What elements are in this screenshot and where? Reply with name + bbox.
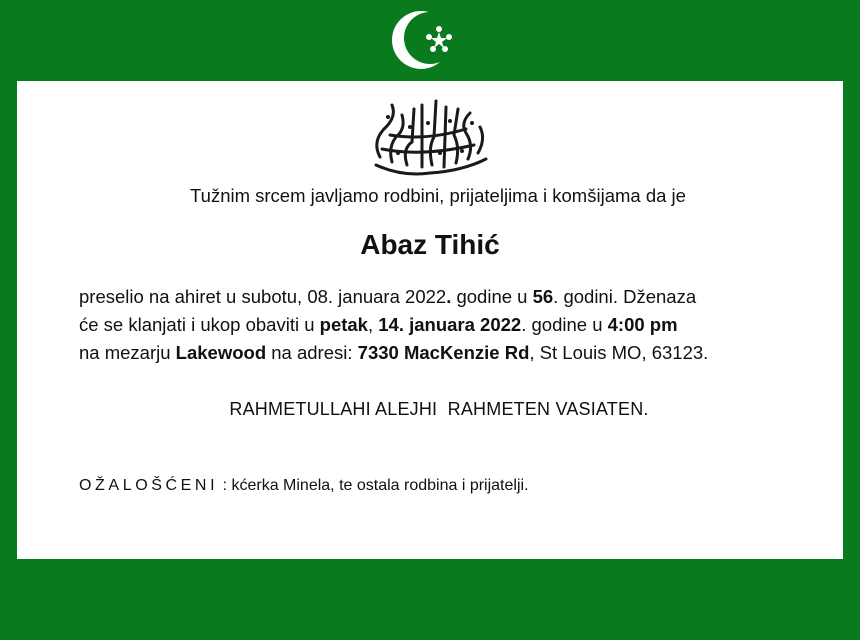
announcement-paragraph — [79, 283, 819, 367]
paragraph-line-2: će se klanjati i ukop obaviti u petak, 14. januara 2022. godine u 4:00 pm — [79, 314, 678, 335]
funeral-day: petak — [319, 314, 368, 335]
deceased-name: Abaz Tihić — [360, 229, 500, 260]
arabic-calligraphy-icon — [362, 87, 497, 179]
paragraph-line-3: na mezarju Lakewood na adresi: 7330 MacKenzie Rd, St Louis MO, 63123. — [79, 342, 709, 363]
mourners-label: OŽALOŠĆENI — [79, 477, 219, 494]
mourners-line — [79, 477, 529, 495]
cemetery-name: Lakewood — [175, 342, 267, 363]
intro-text: Tužnim srcem javljamo rodbini, prijateljima i komšijama da je — [190, 185, 686, 206]
funeral-date: 14. januara 2022 — [378, 314, 522, 335]
prayer-text: RAHMETULLAHI ALEJHI RAHMETEN VASIATEN. — [229, 399, 649, 419]
funeral-time: 4:00 pm — [607, 314, 678, 335]
mourners-text: : kćerka Minela, te ostala rodbina i prijatelji. — [218, 477, 529, 494]
crescent-and-star-icon — [385, 4, 465, 76]
paragraph-line-1: preselio na ahiret u subotu, 08. januara 2022. godine u 56. godini. Dženaza — [79, 286, 697, 307]
obituary-card — [17, 81, 843, 559]
street-address: 7330 MacKenzie Rd — [357, 342, 530, 363]
age: 56 — [532, 286, 554, 307]
